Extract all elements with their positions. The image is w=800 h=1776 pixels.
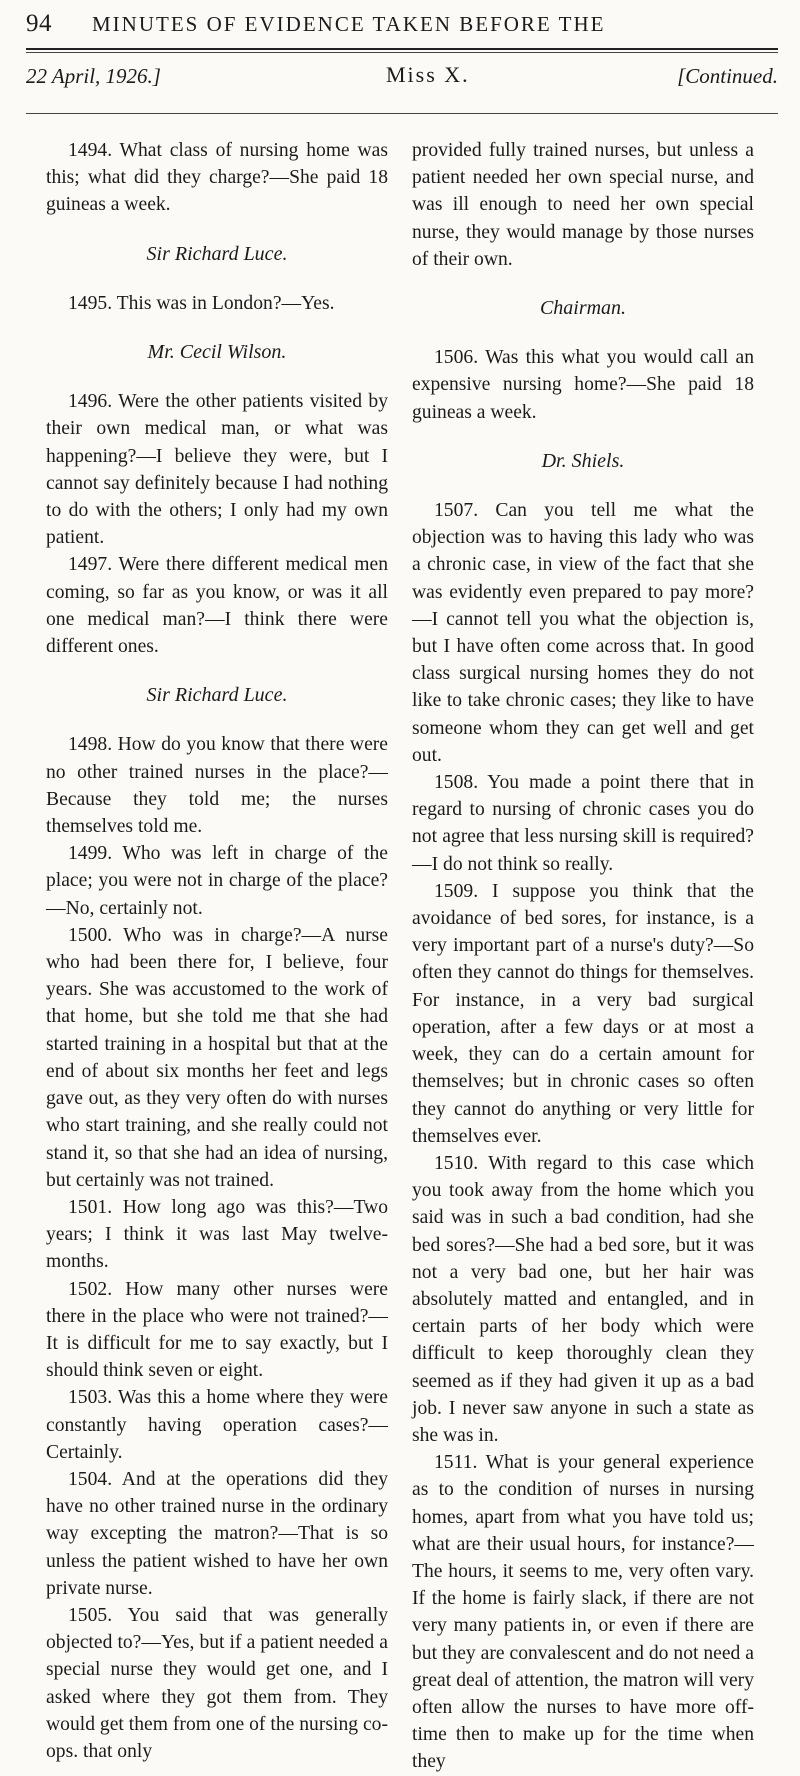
- question-1499: 1499. Who was left in charge of the place; you were not in charge of the place?—No, certainly not.: [46, 843, 388, 919]
- header-rule-thin: [26, 52, 778, 53]
- question-1508: 1508. You made a point there that in regard to nursing of chronic cases you do not agree that less nursing skill is required?—I do not think so really.: [412, 772, 754, 875]
- question-1505-continued: provided fully trained nurses, but unless a patient needed her own special nurse, and was ill enough to need her own special nurse, they would manage by those nurses of their own.: [412, 140, 754, 270]
- right-column: [412, 137, 754, 1776]
- question-1510: 1510. With regard to this case which you took away from the home which you said was in such a bad condition, had she bed sores?—She had a bed sore, but it was not a very bad one, but her hair was absolutely matted and entangled, and in certain parts of her body which were difficult to keep thoroughly clean they seemed as if they had given it up as a bad job. I never saw anyone in such a state as she was in.: [412, 1152, 754, 1446]
- question-1504: 1504. And at the operations did they have no other trained nurse in the ordinary way excepting the matron?—That is so unless the patient wished to have her own private nurse.: [46, 1468, 388, 1599]
- question-1507: 1507. Can you tell me what the objection was to having this lady who was a chronic case, in view of the fact that she was evidently even prepared to pay more?—I cannot tell you what the objection is, but I have often come across that. In good class surgical nursing homes they do not like to take chronic cases; they like to have someone whom they can get well and get out.: [412, 500, 754, 766]
- page-header: [26, 10, 778, 42]
- speaker-heading: Sir Richard Luce.: [146, 242, 288, 265]
- speaker-heading: Sir Richard Luce.: [146, 684, 288, 707]
- header-rule: [26, 48, 778, 50]
- continued-label: [Continued.: [677, 64, 778, 88]
- question-1511: 1511. What is your general experience as to the condition of nurses in nursing homes, apart from what you have told us; what are their usual hours, for instance?—The hours, it seems to me, very often vary. If the home is fairly slack, if there are not very many patients in, or even if there are but they are convalescent and do not need a great deal of attention, the matron will very often allow the nurses to have more off-time then to make up for the time when they: [412, 1452, 754, 1773]
- question-1503: 1503. Was this a home where they were constantly having operation cases?—Certainly.: [46, 1387, 388, 1463]
- question-1497: 1497. Were there different medical men coming, so far as you know, or was it all one medical man?—I think there were different ones.: [46, 554, 388, 658]
- subheader-rule: [26, 113, 778, 114]
- question-1505: 1505. You said that was generally objected to?—Yes, but if a patient needed a special nurse they would get one, and I asked where they got them from. They would get them from one of the nursing co-ops. that only: [46, 1604, 388, 1762]
- question-1509: 1509. I suppose you think that the avoidance of bed sores, for instance, is a very important part of a nurse's duty?—So often they cannot do things for themselves. For instance, in a very bad surgical operation, after a few days or at most a week, they can do a certain amount for themselves; but in chronic cases so often they cannot do anything or very little for themselves ever.: [412, 880, 754, 1147]
- speaker-heading: Dr. Shiels.: [541, 449, 625, 472]
- question-1502: 1502. How many other nurses were there in the place who were not trained?—It is difficult for me to say exactly, but I should think seven or eight.: [46, 1278, 388, 1382]
- hearing-date: 22 April, 1926.]: [26, 64, 161, 88]
- page-number: 94: [26, 10, 52, 37]
- speaker-heading: Chairman.: [539, 297, 627, 320]
- subheader: [26, 58, 778, 98]
- speaker-heading: Mr. Cecil Wilson.: [147, 341, 287, 364]
- question-1501: 1501. How long ago was this?—Two years; I think it was last May twelve-months.: [46, 1196, 388, 1273]
- question-1495: 1495. This was in London?—Yes.: [68, 292, 335, 314]
- running-title: MINUTES OF EVIDENCE TAKEN BEFORE THE: [92, 12, 606, 36]
- question-1498: 1498. How do you know that there were no other trained nurses in the place?—Because they told me; the nurses themselves told me.: [46, 734, 388, 838]
- question-1494: 1494. What class of nursing home was this; what did they charge?—She paid 18 guineas a week.: [46, 140, 388, 216]
- left-column: [46, 137, 388, 1765]
- question-1506: 1506. Was this what you would call an expensive nursing home?—She paid 18 guineas a week.: [412, 347, 754, 423]
- question-1500: 1500. Who was in charge?—A nurse who had been there for, I believe, four years. She was accustomed to the work of that home, but she told me that she had started training in a hospital but that at the end of about six months her feet and legs gave out, as they very often do with nurses who start training, and she really could not stand it, so that she had an idea of nursing, but certainly was not trained.: [46, 924, 388, 1191]
- question-1496: 1496. Were the other patients visited by their own medical man, or what was happening?—I believe they were, but I cannot say definitely because I had nothing to do with the others; I only had my own patient.: [46, 391, 388, 549]
- witness-name: Miss X.: [386, 62, 470, 87]
